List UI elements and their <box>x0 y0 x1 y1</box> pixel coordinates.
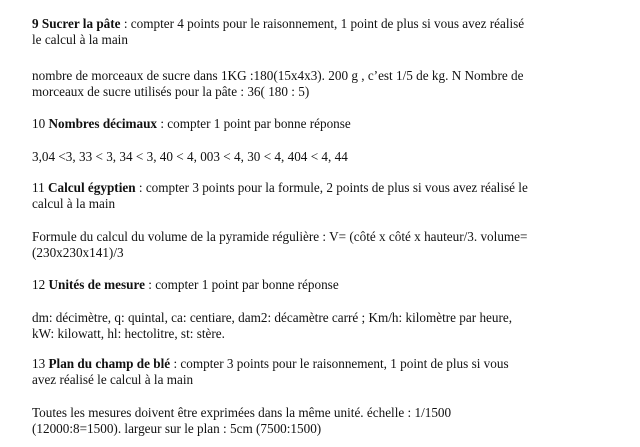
section-scoring: : compter 1 point par bonne réponse <box>157 116 351 131</box>
section-10-answer <box>32 149 602 165</box>
answer-line: nombre de morceaux de sucre dans 1KG :180(15x4x3). 200 g , c’est 1/5 de kg. N Nombre de <box>32 68 524 83</box>
section-scoring: : compter 3 points pour la formule, 2 points de plus si vous avez réalisé le <box>135 180 528 195</box>
section-title: Sucrer la pâte <box>41 16 121 31</box>
section-scoring-cont: le calcul à la main <box>32 32 128 47</box>
answer-line: dm: décimètre, q: quintal, ca: centiare, dam2: décamètre carré ; Km/h: kilomètre par heure, <box>32 310 513 325</box>
answer-line: morceaux de sucre utilisés pour la pâte : 36( 180 : 5) <box>32 84 310 99</box>
section-9-answer <box>32 68 602 100</box>
section-scoring: : compter 4 points pour le raisonnement, 1 point de plus si vous avez réalisé <box>120 16 525 31</box>
answer-line: (230x230x141)/3 <box>32 245 124 260</box>
section-number: 13 <box>32 356 46 371</box>
section-number: 9 <box>32 16 39 31</box>
answer-line: Formule du calcul du volume de la pyramide régulière : V= (côté x côté x hauteur/3. volume= <box>32 229 528 244</box>
section-scoring-cont: avez réalisé le calcul à la main <box>32 372 194 387</box>
answer-line: 3,04 <3, 33 < 3, 34 < 3, 40 < 4, 003 < 4, 30 < 4, 404 < 4, 44 <box>32 149 348 164</box>
section-number: 10 <box>32 116 46 131</box>
section-12-heading <box>32 277 602 293</box>
section-title: Unités de mesure <box>48 277 145 292</box>
answer-line: kW: kilowatt, hl: hectolitre, st: stère. <box>32 326 225 341</box>
section-scoring: : compter 3 points pour le raisonnement, 1 point de plus si vous <box>170 356 509 371</box>
answer-line: Toutes les mesures doivent être exprimées dans la même unité. échelle : 1/1500 <box>32 405 452 420</box>
section-number: 12 <box>32 277 46 292</box>
section-9-heading <box>32 16 602 48</box>
section-number: 11 <box>32 180 45 195</box>
section-title: Nombres décimaux <box>48 116 158 131</box>
section-11-heading <box>32 180 602 212</box>
section-scoring-cont: calcul à la main <box>32 196 116 211</box>
section-scoring: : compter 1 point par bonne réponse <box>144 277 339 292</box>
section-title: Plan du champ de blé <box>48 356 171 371</box>
section-12-answer <box>32 310 602 342</box>
section-13-heading <box>32 356 602 388</box>
answer-line: (12000:8=1500). largeur sur le plan : 5cm (7500:1500) <box>32 421 322 436</box>
section-title: Calcul égyptien <box>48 180 136 195</box>
section-10-heading <box>32 116 602 132</box>
section-13-answer <box>32 405 602 437</box>
section-11-answer <box>32 229 602 261</box>
